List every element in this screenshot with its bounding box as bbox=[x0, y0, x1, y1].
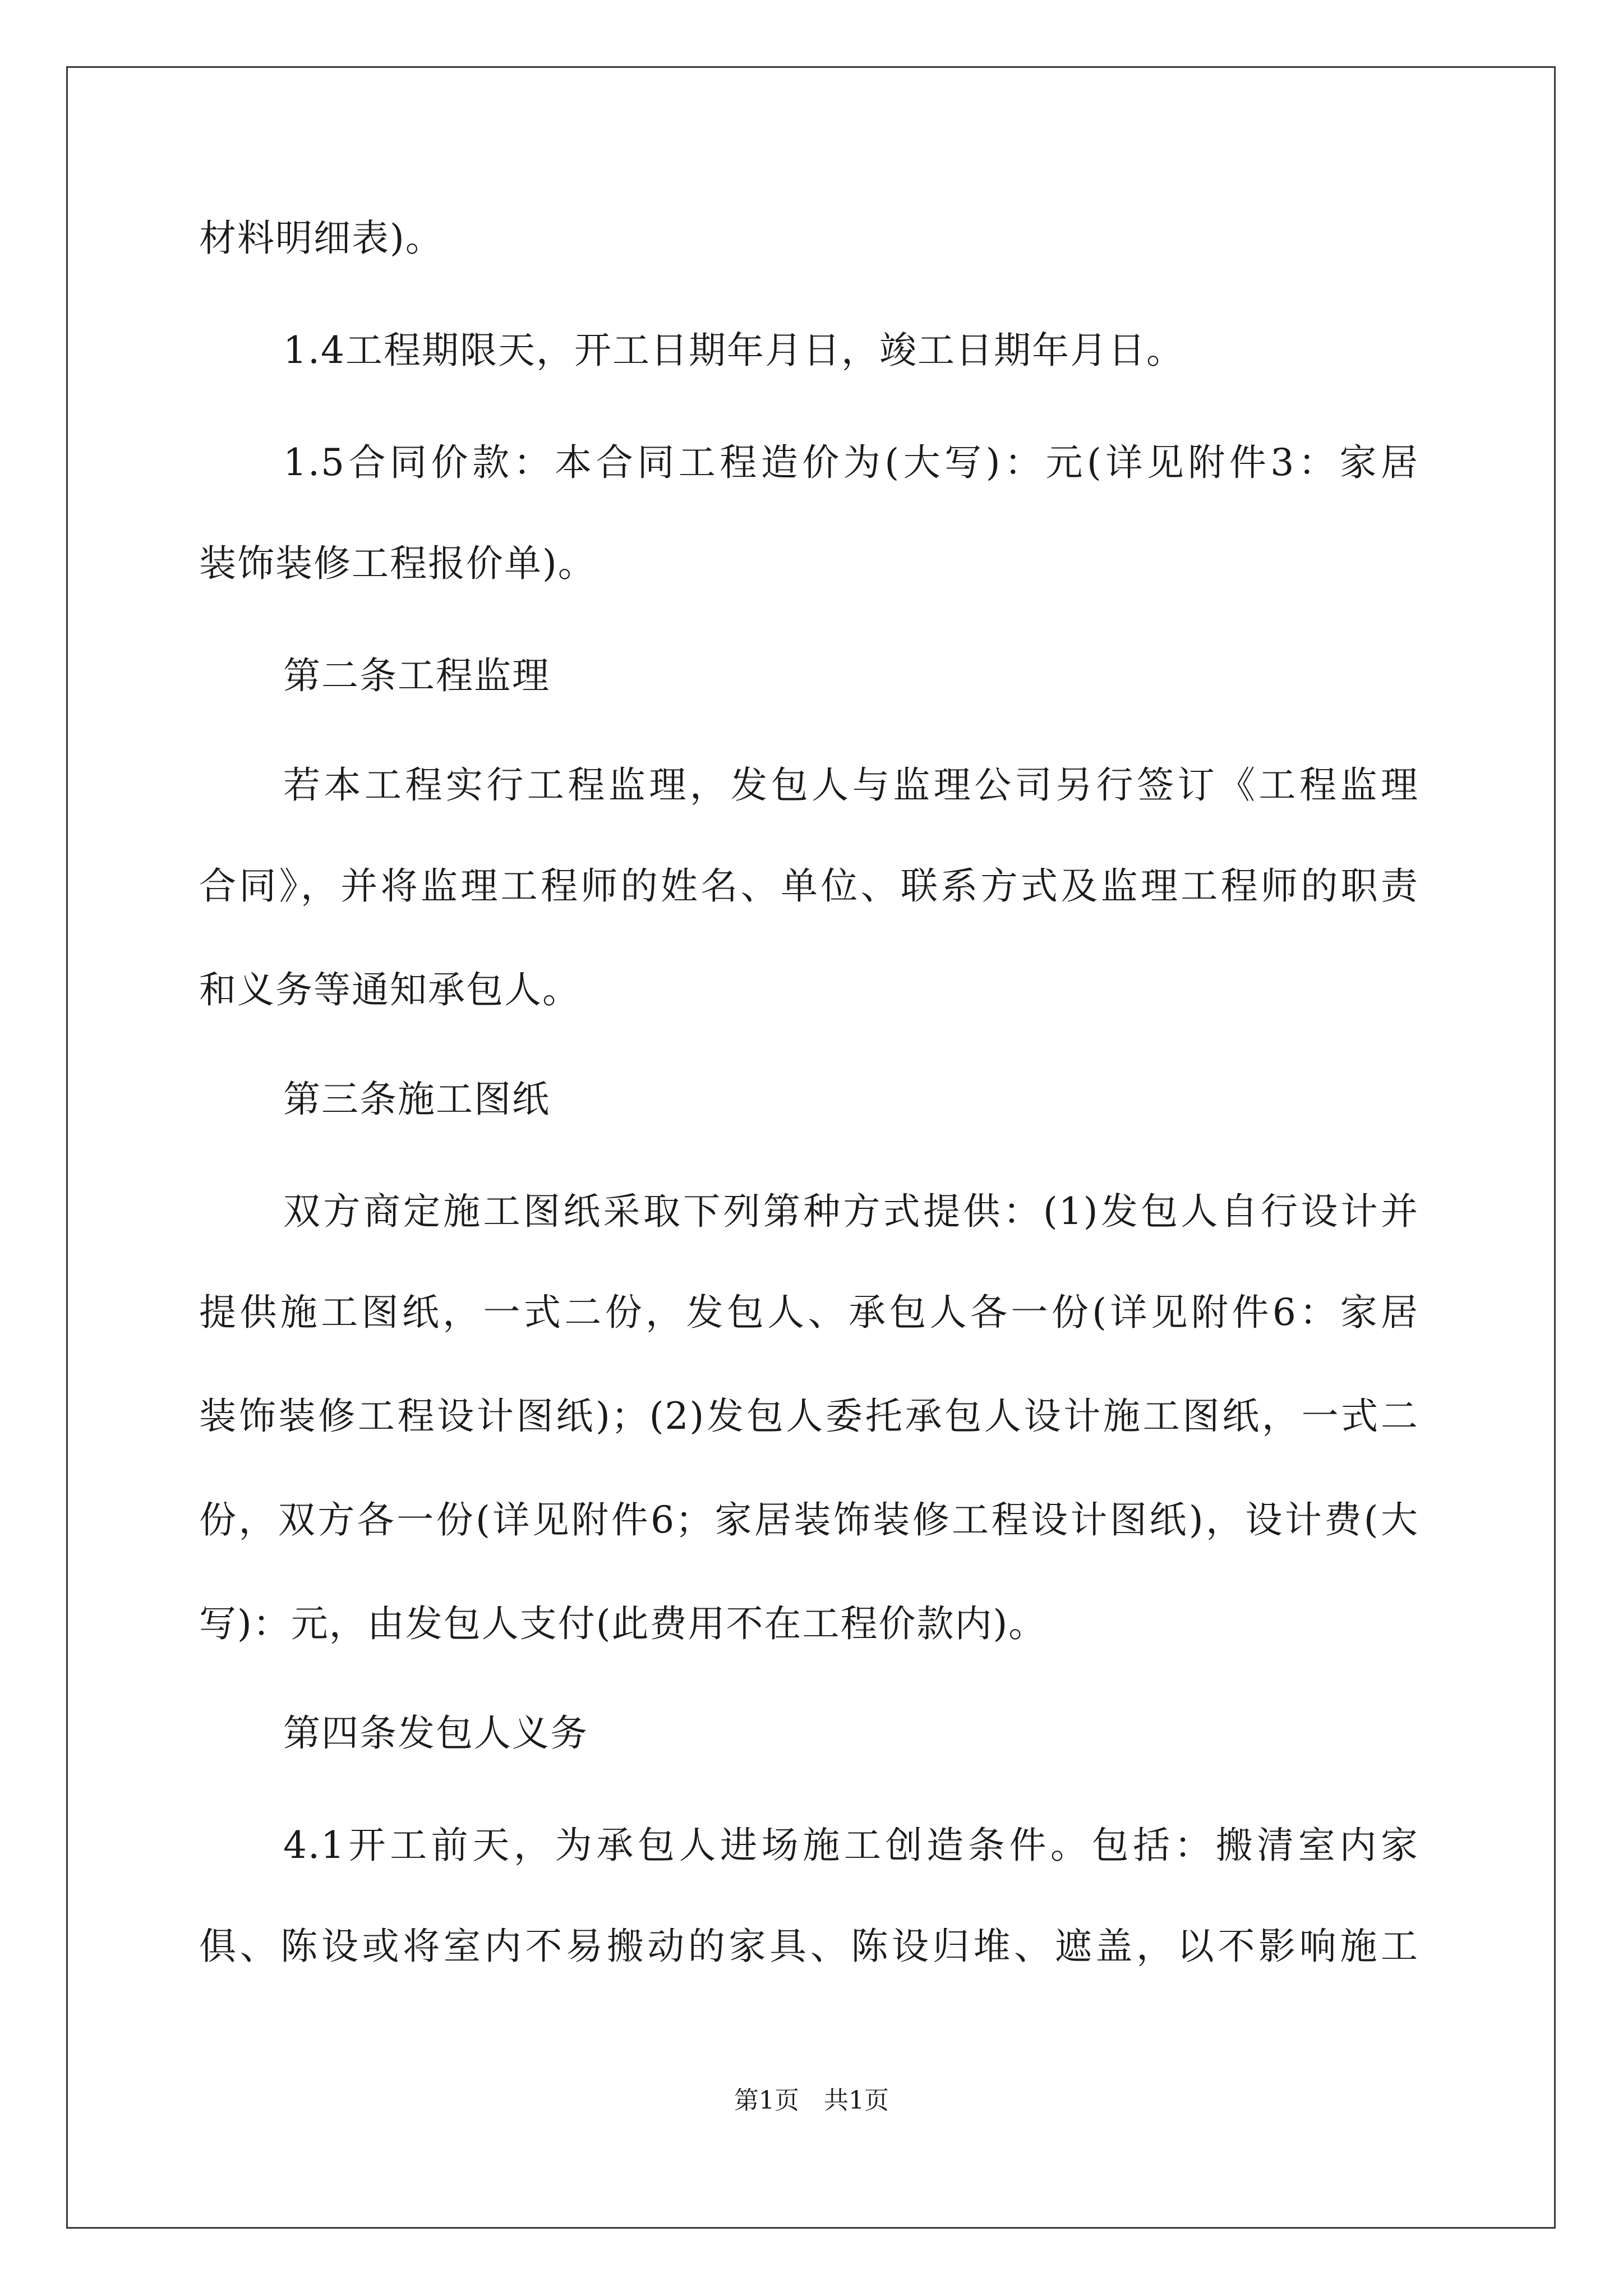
text-line: 装饰装修工程设计图纸)；(2)发包人委托承包人设计施工图纸，一式二 bbox=[199, 1395, 1419, 1438]
text-line: 4.1开工前天，为承包人进场施工创造条件。包括：搬清室内家 bbox=[283, 1824, 1419, 1867]
text-line: 和义务等通知承包人。 bbox=[199, 968, 580, 1011]
section-heading: 第三条施工图纸 bbox=[283, 1078, 550, 1121]
page-border bbox=[66, 66, 1556, 2229]
text-line: 若本工程实行工程监理，发包人与监理公司另行签订《工程监理 bbox=[283, 763, 1419, 807]
text-line: 材料明细表)。 bbox=[199, 217, 444, 260]
section-heading: 第二条工程监理 bbox=[283, 654, 550, 697]
text-line: 1.4工程期限天，开工日期年月日，竣工日期年月日。 bbox=[283, 329, 1184, 372]
text-line: 俱、陈设或将室内不易搬动的家具、陈设归堆、遮盖，以不影响施工 bbox=[199, 1925, 1419, 1968]
text-line: 装饰装修工程报价单)。 bbox=[199, 542, 596, 585]
page-footer: 第1页 共1页 bbox=[734, 2086, 889, 2115]
text-line: 1.5合同价款：本合同工程造价为(大写)：元(详见附件3：家居 bbox=[283, 441, 1419, 484]
text-line: 写)：元，由发包人支付(此费用不在工程价款内)。 bbox=[199, 1602, 1047, 1645]
section-heading: 第四条发包人义务 bbox=[283, 1711, 588, 1755]
text-line: 合同》，并将监理工程师的姓名、单位、联系方式及监理工程师的职责 bbox=[199, 864, 1419, 908]
text-line: 双方商定施工图纸采取下列第种方式提供：(1)发包人自行设计并 bbox=[283, 1190, 1419, 1233]
text-line: 提供施工图纸，一式二份，发包人、承包人各一份(详见附件6：家居 bbox=[199, 1291, 1419, 1334]
text-line: 份，双方各一份(详见附件6；家居装饰装修工程设计图纸)，设计费(大 bbox=[199, 1498, 1419, 1542]
